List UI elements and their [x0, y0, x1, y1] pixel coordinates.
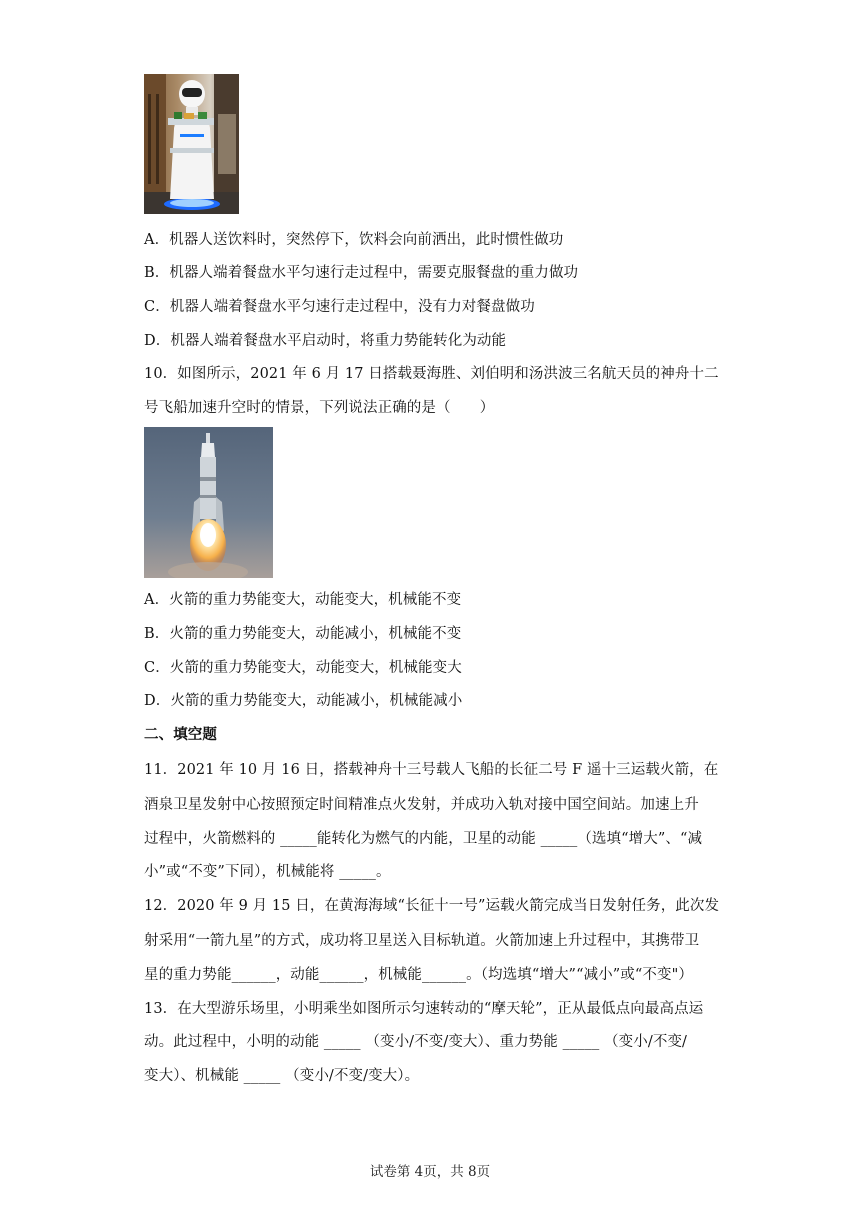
q10-option-d: D．火箭的重力势能变大，动能减小，机械能减小 [144, 693, 463, 709]
q13-line-2: 动。此过程中，小明的动能 _____ （变小/不变/变大）、重力势能 _____ （变小/不变/ [144, 1034, 688, 1050]
q11-line-2: 酒泉卫星发射中心按照预定时间精准点火发射，并成功入轨对接中国空间站。加速上升 [144, 797, 699, 813]
q9-option-d: D．机器人端着餐盘水平启动时，将重力势能转化为动能 [144, 333, 507, 349]
q11-line-3: 过程中，火箭燃料的 _____能转化为燃气的内能，卫星的动能 _____（选填“增大”、“减 [144, 831, 703, 847]
q10-stem-line-2: 号飞船加速升空时的情景，下列说法正确的是（ ） [144, 400, 495, 416]
q13-line-3: 变大）、机械能 _____ （变小/不变/变大）。 [144, 1068, 420, 1084]
robot-illustration [144, 74, 239, 214]
q12-line-2: 射采用“一箭九星”的方式，成功将卫星送入目标轨道。火箭加速上升过程中，其携带卫 [144, 933, 700, 949]
q11-line-4: 小”或“不变”下同），机械能将 _____。 [144, 864, 391, 880]
q13-line-1: 13．在大型游乐场里，小明乘坐如图所示匀速转动的“摩天轮”，正从最低点向最高点运 [144, 1001, 704, 1017]
q11-line-1: 11．2021 年 10 月 16 日，搭载神舟十三号载人飞船的长征二号 F 遥十三运载火箭，在 [144, 762, 719, 778]
section-heading-fill-in: 二、填空题 [144, 726, 217, 743]
page-footer: 试卷第 4页，共 8页 [369, 1164, 491, 1180]
q12-line-1: 12．2020 年 9 月 15 日，在黄海海域“长征十一号”运载火箭完成当日发射任务，此次发 [144, 898, 720, 914]
q10-stem-line-1: 10．如图所示，2021 年 6 月 17 日搭载聂海胜、刘伯明和汤洪波三名航天员的神舟十二 [144, 366, 719, 382]
q12-line-3: 星的重力势能______，动能______，机械能______。（均选填“增大”“减小”或“不变"） [144, 967, 693, 983]
q10-option-b: B．火箭的重力势能变大，动能减小，机械能不变 [144, 626, 462, 642]
q9-option-c: C．机器人端着餐盘水平匀速行走过程中，没有力对餐盘做功 [144, 299, 535, 315]
q10-option-a: A．火箭的重力势能变大，动能变大，机械能不变 [144, 592, 462, 608]
robot-waiter-image [144, 74, 239, 214]
rocket-launch-image [144, 427, 273, 578]
q9-option-a: A．机器人送饮料时，突然停下，饮料会向前洒出，此时惯性做功 [144, 232, 564, 248]
q10-option-c: C．火箭的重力势能变大，动能变大，机械能变大 [144, 660, 462, 676]
q9-option-b: B．机器人端着餐盘水平匀速行走过程中，需要克服餐盘的重力做功 [144, 265, 579, 281]
rocket-illustration [144, 427, 273, 578]
